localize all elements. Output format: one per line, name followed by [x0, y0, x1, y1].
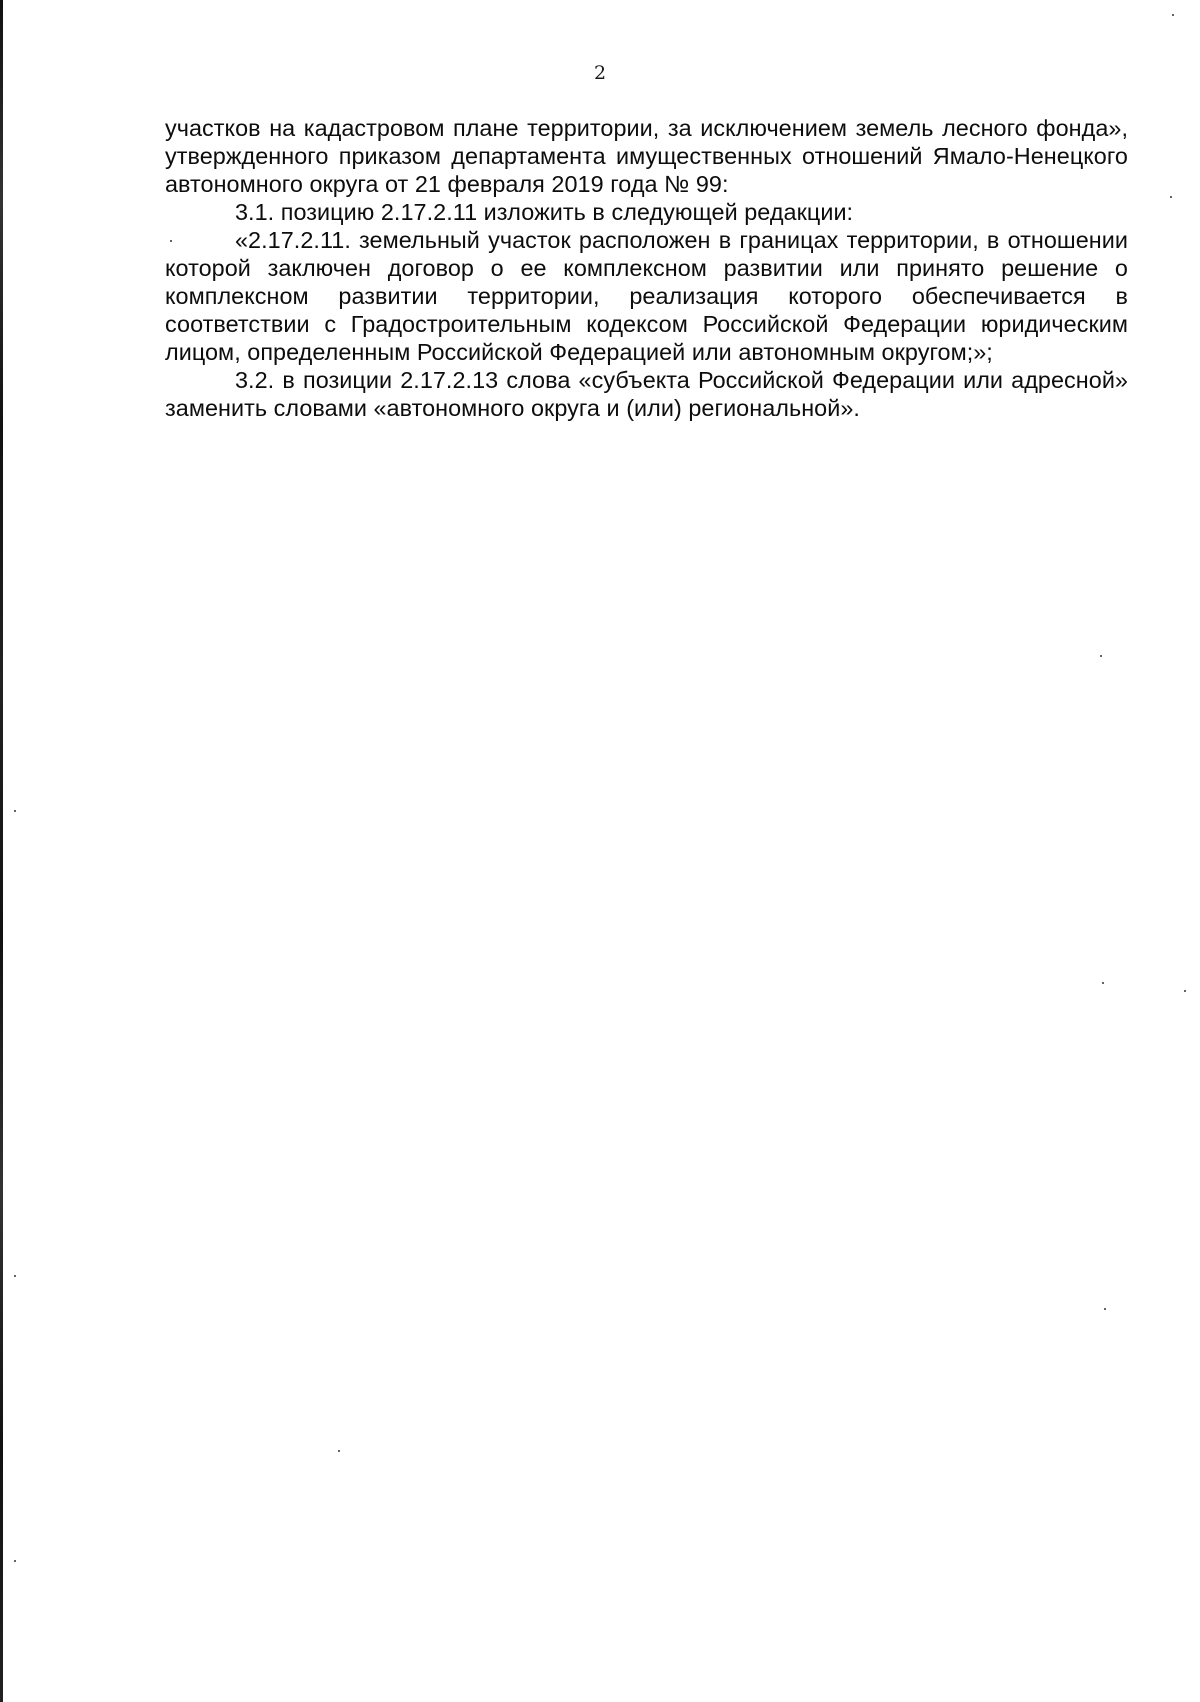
paragraph-quoted-position: «2.17.2.11. земельный участок расположен в границах территории, в отношении которой заключен договор о ее комплексном развитии или принято решение о комплексном развитии территории, реализация которого обеспечивается в соответствии с Градостроительным кодексом Российской Федерации юридическим лицом, определенным Российской Федерацией или автономным округом;»;: [165, 227, 1128, 365]
scan-edge-shadow: [0, 0, 3, 1702]
paragraph-continuation: участков на кадастровом плане территории, за исключением земель лесного фонда», утвержденного приказом департамента имущественных отношений Ямало-Ненецкого автономного округа от 21 февраля 2019 года № 99:: [165, 115, 1128, 197]
paragraph-item-3-1: 3.1. позицию 2.17.2.11 изложить в следующей редакции:: [235, 199, 854, 225]
scan-speck: [338, 1450, 340, 1452]
scan-speck: [170, 240, 172, 242]
scan-speck: [1172, 14, 1174, 16]
page-number: 2: [593, 62, 607, 84]
scan-speck: [1100, 655, 1102, 657]
scan-speck: [14, 1275, 16, 1277]
scan-speck: [1184, 990, 1186, 992]
scan-speck: [1104, 1308, 1106, 1310]
scan-speck: [14, 810, 16, 812]
scan-speck: [1170, 196, 1172, 198]
document-body: [165, 114, 1128, 422]
scan-speck: [14, 1560, 16, 1562]
paragraph-item-3-2: 3.2. в позиции 2.17.2.13 слова «субъекта Российской Федерации или адресной» заменить словами «автономного округа и (или) региональной».: [165, 367, 1128, 421]
scan-speck: [1102, 982, 1104, 984]
